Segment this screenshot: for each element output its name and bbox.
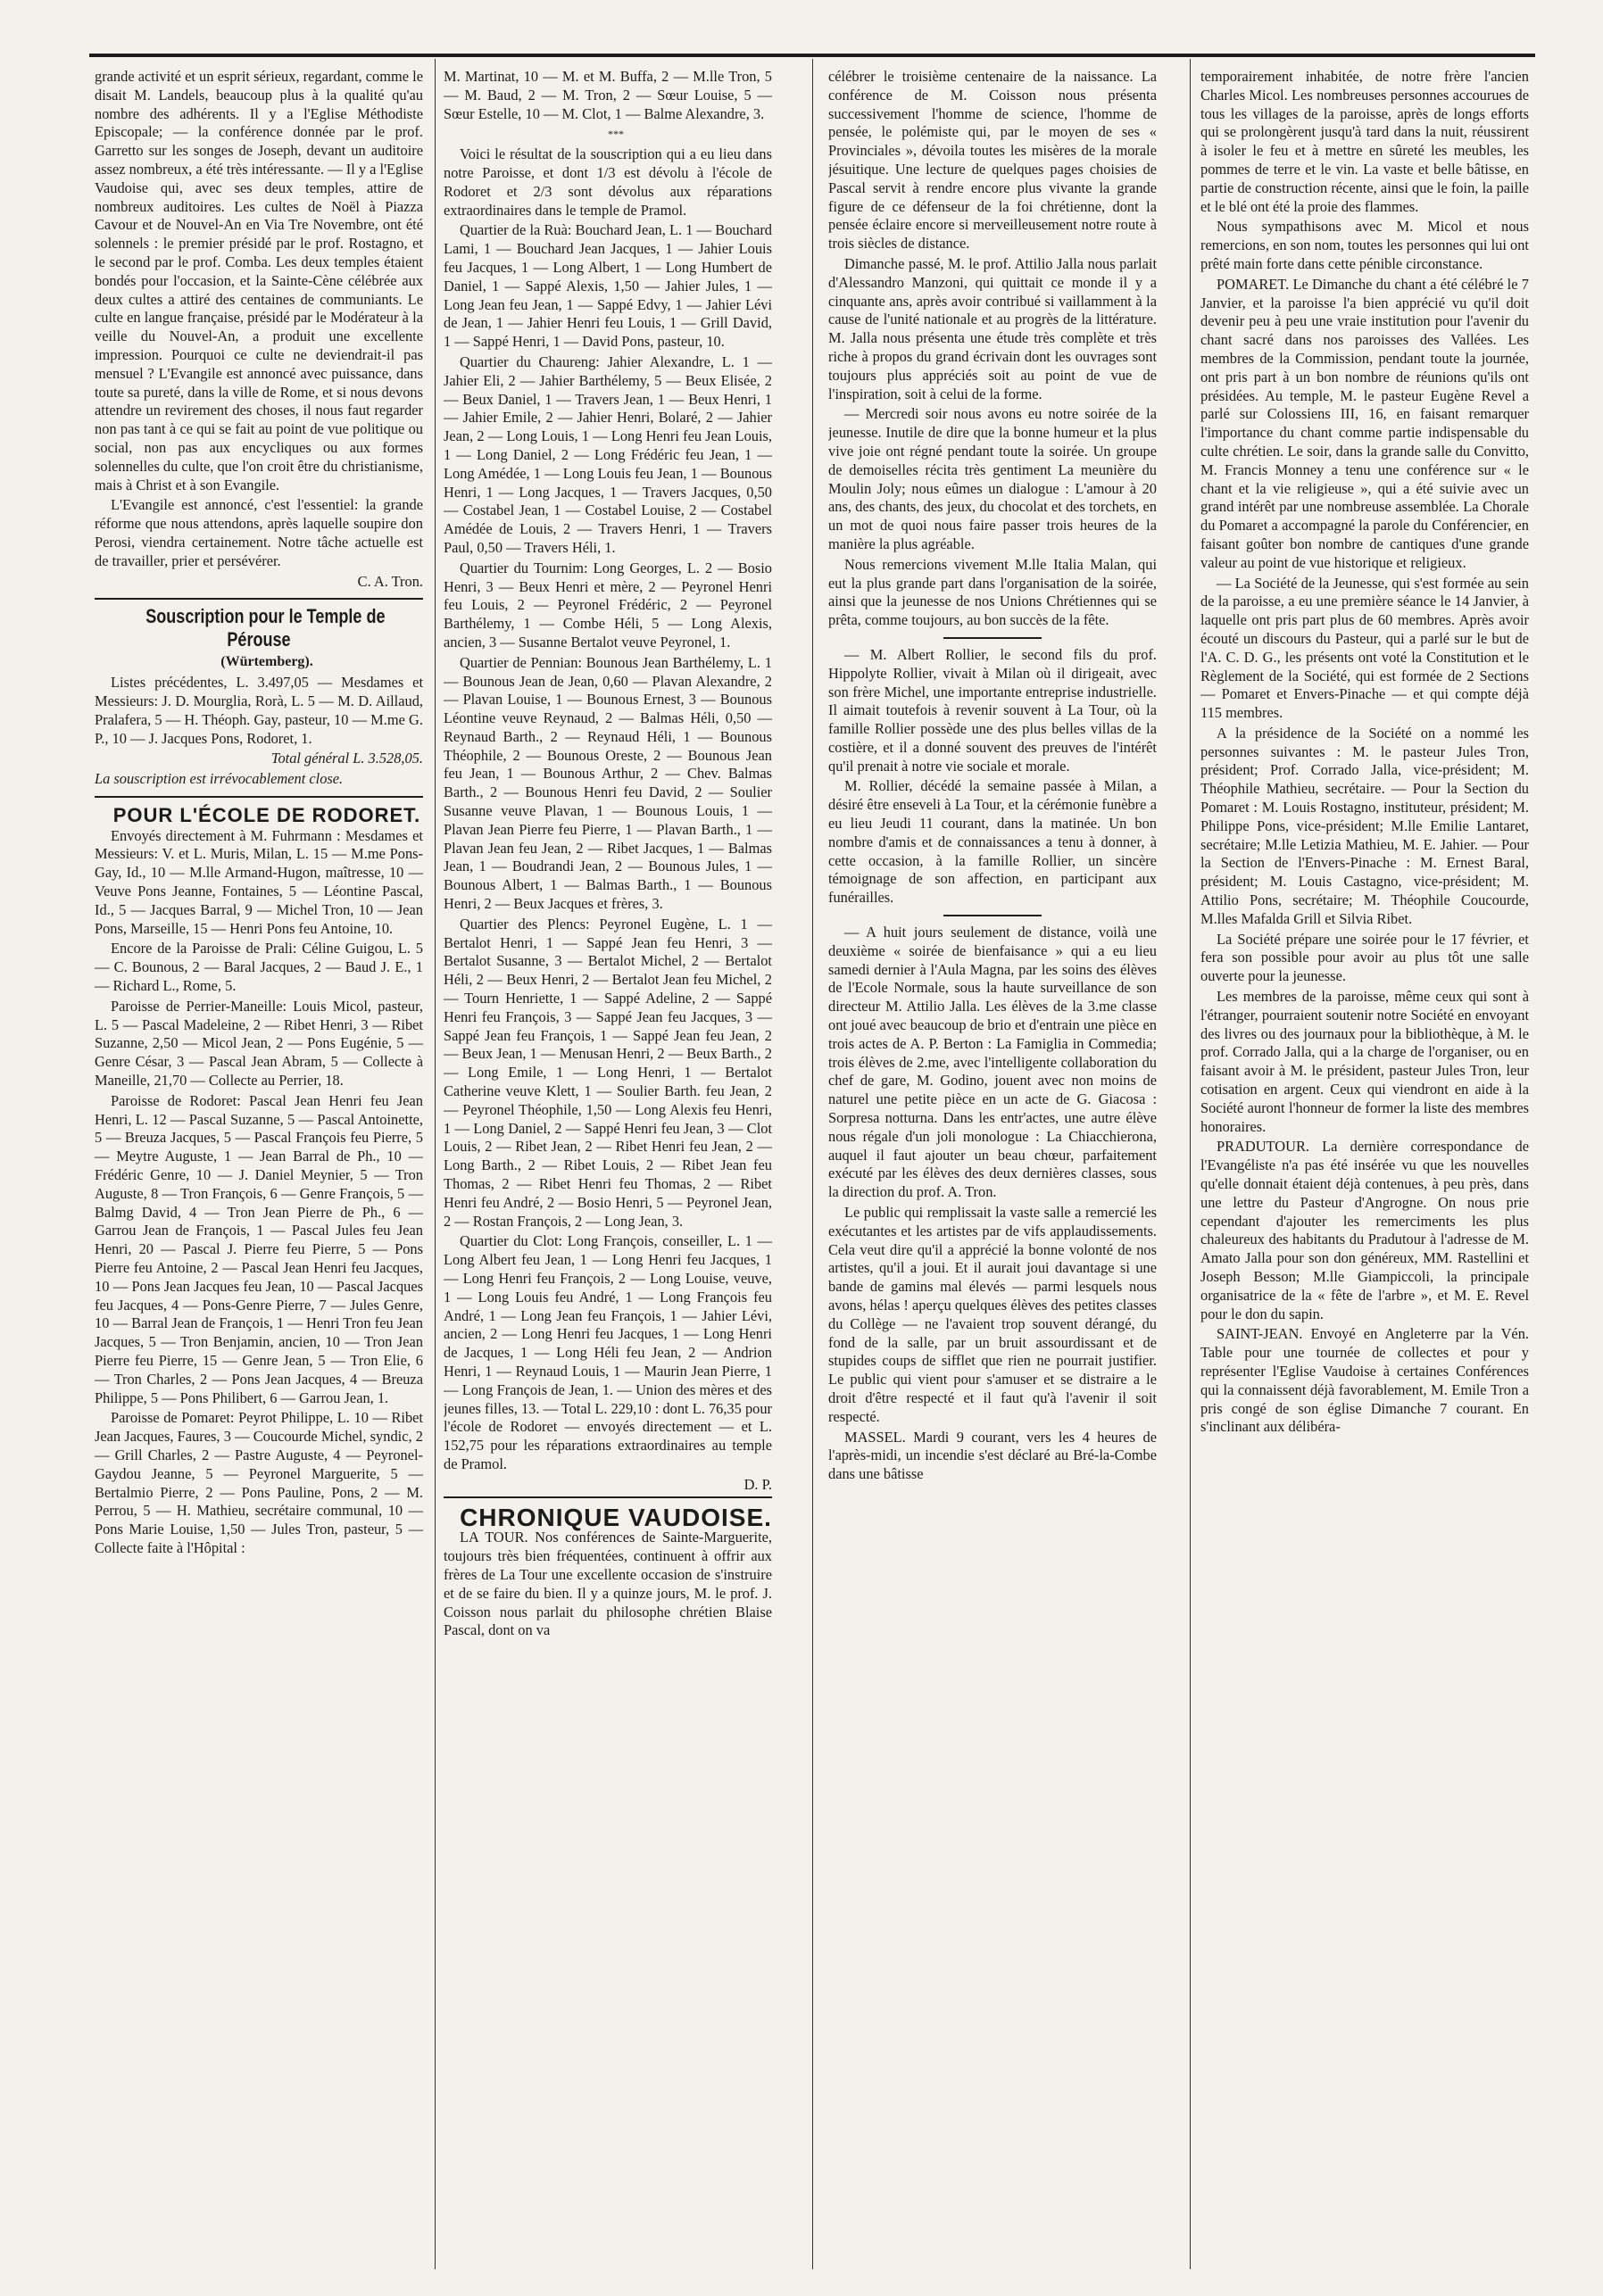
short-divider [943, 915, 1042, 916]
chronicle-paragraph: — M. Albert Rollier, le second fils du prof. Hippolyte Rollier, vivait à Milan où il dirigeait, avec son frère Michel, une importante entreprise industrielle. Il aimait toutefois à revenir souvent à La Tour, où la famille Rollier possède une des plus belles villas de la costière, et il a donné souvent des preuves de l'intérêt qu'il prenait à notre vie sociale et morale. [828, 645, 1157, 775]
chronicle-paragraph: PRADUTOUR. La dernière correspondance de l'Evangéliste n'a pas été insérée vu que les nouvelles qu'elle donnait étaient déjà contenues, à peu près, dans une lettre du Pasteur d'Angrogne. On nous prie cependant d'ajouter les remerciments les plus chaleureux des habitants du Pradutour à l'adresse de M. Amato Jalla pour son don généreux, MM. Rastellini et Joseph Besson; M.lle Giampiccoli, la principale organisatrice de la « fête de l'arbre », et M. E. Revel pour le don du sapin. [1200, 1138, 1529, 1322]
section-heading: POUR L'ÉCOLE DE RODORET. [112, 803, 421, 826]
section-subheading: (Würtemberg). [220, 654, 313, 670]
donation-list: Quartier du Clot: Long François, conseiller, L. 1 — Long Albert feu Jean, 1 — Long Henri feu Jacques, 1 — Long Henri feu François, 2 — Long Louise, veuve, 1 — Long Louis feu André, 1 — Long François feu André, 1 — Long Jean feu François, 1 — Jahier Lévi, ancien, 2 — Long Henri feu Jacques, 1 — Long Henri de Jacques, 1 — Long Héli feu Jean, 2 — Andrion Henri, 1 — Reynaud Louis, 1 — Maurin Jean Pierre, 1 — Long François de Jean, 1. — Union des mères et des jeunes filles, 13. — Total L. 229,10 : dont L. 76,35 pour l'école de Rodoret — envoyés directement — et L. 152,75 pour les réparations extraordinaires au temple de Pramol. [444, 1232, 772, 1472]
section-heading: Souscription pour le Temple de Pérouse [145, 605, 386, 651]
column-4 [1200, 68, 1529, 2262]
column-divider [435, 59, 436, 2269]
donation-list: Quartier du Chaureng: Jahier Alexandre, L. 1 — Jahier Eli, 2 — Jahier Barthélemy, 5 — Beux Elisée, 2 — Beux Daniel, 1 — Travers Jean, 1 — Beux Henri, 1 — Jahier Emile, 2 — Jahier Henri, Bolaré, 2 — Jahier Jean, 2 — Long Louis, 1 — Long Henri feu Jean Louis, 1 — Long Daniel, 2 — Long Frédéric feu Jean, 1 — Long Amédée, 1 — Long Louis feu Jean, 1 — Bounous Henri, 1 — Long Jacques, 1 — Travers Jacques, 0,50 — Costabel Jean, 1 — Costabel Louise, 2 — Costabel Amédée de Louis, 2 — Travers Henri, 1 — Travers Paul, 0,50 — Travers Héli, 1. [444, 352, 772, 556]
subscription-intro: Voici le résultat de la souscription qui a eu lieu dans notre Paroisse, et dont 1/3 est dévolu à l'école de Rodoret et 2/3 sont dévolus aux réparations extraordinaires dans le temple de Pramol. [444, 145, 772, 219]
subscription-list: Listes précédentes, L. 3.497,05 — Mesdames et Messieurs: J. D. Mourglia, Rorà, L. 5 — M. D. Aillaud, Pralafera, 5 — H. Théoph. Gay, pasteur, 10 — M.me G. P., 10 — J. Jacques Pons, Rodoret, 1. [95, 674, 423, 747]
rome-article-paragraph: grande activité et un esprit sérieux, regardant, comme le disait M. Landels, beaucoup plus à la qualité qu'au nombre des adhérents. Il y a l'Eglise Méthodiste Episcopale; — la conférence donnée par le prof. Garretto sur les songes de Joseph, devant un auditoire assez nombreux, a été très intéressante. — Il y a l'Eglise Vaudoise qui, avec ses deux temples, attire de nombreux auditoires. Les cultes de Noël à Piazza Cavour et de Nouvel-An en Via Tre Novembre, ont été solennels : le premier présidé par le prof. Rostagno, et le second par le prof. Comba. Les deux temples étaient bondés pour l'occasion, et la Sainte-Cène célébrée aux deux cultes a attiré des centaines de communiants. Le culte en langue française, présidé par le Modérateur à la veille du Nouvel-An, a produit une excellente impression. Pourquoi ce culte ne deviendrait-il pas mensuel ? L'Evangile est annoncé avec puissance, dans toute sa pureté, dans la ville de Rome, et si nous devons attendre un revirement des choses, il nous faut regarder non pas tant à ce qui se fait au point de vue politique ou social, non pas aux encycliques ou aux formes solennelles du culte, que l'on croit être du christianisme, mais à Christ et à son Evangile. [95, 68, 423, 493]
chronicle-paragraph: Les membres de la paroisse, même ceux qui sont à l'étranger, pourraient soutenir notre Société en envoyant des livres ou des journaux pour la bibliothèque, à M. le prof. Corrado Jalla, qui a la charge de l'organiser, ou en faisant avoir à M. le président, pasteur Jules Tron, leur cotisation en argent. Ceux qui viendront en aide à la Société auront l'honneur de former la liste des membres honoraires. [1200, 988, 1529, 1135]
donation-list: Quartier du Tournim: Long Georges, L. 2 — Bosio Henri, 3 — Beux Henri et mère, 2 — Peyronel Henri feu Louis, 2 — Peyronel Frédéric, 2 — Peyronel Barthélemy, 1 — Combe Héli, 5 — Long Alexis, ancien, 3 — Susanne Bertalot veuve Peyronel, 1. [444, 559, 772, 651]
article-signature: D. P. [743, 1475, 772, 1493]
column-divider [1190, 59, 1191, 2269]
subscription-total: Total général L. 3.528,05. [270, 750, 423, 767]
column-1 [95, 68, 423, 2262]
short-divider [943, 637, 1042, 639]
chronicle-paragraph: LA TOUR. Nos conférences de Sainte-Marguerite, toujours très bien fréquentées, continuent à offrir aux frères de La Tour une excellente occasion de s'instruire et de se faire du bien. Il y a quinze jours, M. le prof. J. Coisson nous parlait du philosophe chrétien Blaise Pascal, dont on va [444, 1529, 772, 1639]
section-heading: CHRONIQUE VAUDOISE. [444, 1496, 772, 1528]
donation-list: Quartier de Pennian: Bounous Jean Barthélemy, L. 1 — Bounous Jean de Jean, 0,60 — Plavan Alexandre, 2 — Plavan Louise, 1 — Bounous Ernest, 3 — Bounous Léontine veuve Reynaud, 2 — Balmas Héli, 0,50 — Reynaud Barth., 2 — Reynaud Héli, 1 — Bounous Théophile, 2 — Bounous Oreste, 2 — Bounous Jean feu Jean, 1 — Bounous Arthur, 2 — Chev. Balmas Barth., 2 — Bounous Henri feu David, 2 — Soulier Susanne veuve Plavan, 1 — Bounous Louis, 1 — Plavan Jean Pierre feu Pierre, 1 — Plavan Barth., 1 — Plavan Jean feu Jean, 2 — Ribet Jacques, 1 — Balmas Jean, 1 — Boudrandi Jean, 2 — Bounous Jules, 1 — Bounous Albert, 1 — Balmas Barth., 1 — Bounous Henri, 2 — Beux Jacques et frères, 3. [444, 653, 772, 913]
chronicle-paragraph: MASSEL. Mardi 9 courant, vers les 4 heures de l'après-midi, un incendie s'est déclaré au Bré-la-Combe dans une bâtisse [828, 1428, 1157, 1483]
chronicle-paragraph: SAINT-JEAN. Envoyé en Angleterre par la Vén. Table pour une tournée de collectes et pour y représenter l'Eglise Vaudoise à certaines Conférences qui la connaissent déjà favorablement, M. Emile Tron a pris congé de son église Dimanche 7 courant. En s'inclinant aux délibéra- [1200, 1325, 1529, 1436]
chronicle-paragraph: célébrer le troisième centenaire de la naissance. La conférence de M. Coisson nous présenta successivement l'homme de science, l'homme de pensée, le polémiste qui, par le moyen de ses « Provinciales », dévoila toutes les misères de la morale jésuitique. Une lecture de quelques pages choisies de Pascal servit à rendre encore plus vivante la grande figure de ce défenseur de la foi chrétienne, dont la pensée éclaire encore si merveilleusement notre route à trois siècles de distance. [828, 68, 1157, 253]
donation-list: Paroisse de Pomaret: Peyrot Philippe, L. 10 — Ribet Jean Jacques, Faures, 3 — Coucourde Michel, syndic, 2 — Grill Charles, 2 — Pastre Auguste, 4 — Peyronel-Gaydou Jeanne, 5 — Peyronel Marguerite, 5 — Bertalmio Pierre, 2 — Pons Pauline, Pons, 2 — M. Perrou, 5 — H. Mathieu, secrétaire communal, 10 — Pons Marie Louise, 1,50 — Jules Tron, pasteur, 5 — Collecte faite à l'Hôpital : [95, 1409, 423, 1556]
donation-list: Quartier des Plencs: Peyronel Eugène, L. 1 — Bertalot Henri, 1 — Sappé Jean feu Henri, 3 — Bertalot Susanne, 3 — Bertalot Michel, 2 — Bertalot Héli, 2 — Beux Henri, 2 — Bertalot Jean feu Michel, 2 — Tourn Henriette, 1 — Sappé Adeline, 2 — Sappé Henri feu François, 3 — Sappé Jean feu Jacques, 3 — Sappé Jean feu François, 1 — Sappé Jean feu Jean, 2 — Beux Jean, 1 — Menusan Henri, 2 — Beux Barth., 2 — Long Emile, 1 — Long Henri, 1 — Bertalot Catherine veuve Klett, 1 — Soulier Barth. feu Jean, 2 — Peyronel Théophile, 1,50 — Long Alexis feu Henri, 1 — Long Daniel, 2 — Sappé Henri feu Jean, 3 — Clot Louis, 2 — Ribet Jean, 2 — Ribet Henri feu Jean, 2 — Long Barth., 2 — Ribet Louis, 2 — Ribet Jean feu Thomas, 2 — Ribet Henri feu Thomas, 2 — Ribet Henri feu André, 2 — Bosio Henri, 5 — Peyronel Jean, 2 — Rostan François, 2 — Long Jean, 3. [444, 915, 772, 1230]
donation-list: Quartier de la Ruà: Bouchard Jean, L. 1 — Bouchard Lami, 1 — Bouchard Jean Jacques, 1 — Jahier Louis feu Jacques, 1 — Long Albert, 1 — Long Humbert de Daniel, 1 — Sappé Alexis, 1,50 — Jahier Jules, 1 — Long Jean feu Jean, 1 — Sappé Edvy, 1 — Jahier Lévi de Jean, 1 — Jahier Henri feu Louis, 1 — Grill David, 1 — Sappé Henri, 1 — David Pons, pasteur, 10. [444, 221, 772, 351]
column-2 [444, 68, 772, 2262]
chronicle-paragraph: temporairement inhabitée, de notre frère l'ancien Charles Micol. Les nombreuses personnes accourues de tous les villages de la paroisse, après de longs efforts qui se prolongèrent jusqu'à tard dans la nuit, réussirent à isoler le feu et à mettre en sûreté les meubles, les pommes de terre et le vin. La vaste et belle bâtisse, en partie de construction récente, ainsi que le foin, la paille et le blé ont été la proie des flammes. [1200, 68, 1529, 215]
chronicle-paragraph: Dimanche passé, M. le prof. Attilio Jalla nous parlait d'Alessandro Manzoni, qui quittait ce monde il y a cinquante ans, après avoir contribué si vaillamment à la cause de l'unité nationale et au progrès de la littérature. M. Jalla nous présenta une étude très complète et très riche à propos du grand écrivain dont les ouvrages sont toujours plus appréciés soit au point de vue de l'inspiration, soit à celui de la forme. [828, 254, 1157, 402]
column-3 [828, 68, 1157, 2262]
donation-list: Paroisse de Rodoret: Pascal Jean Henri feu Jean Henri, L. 12 — Pascal Suzanne, 5 — Pascal Antoinette, 5 — Breuza Jacques, 5 — Pascal François feu Pierre, 5 — Meytre Auguste, 1 — Jean Barral de Ph., 10 — Frédéric Genre, 10 — J. Daniel Meynier, 5 — Tron Auguste, 8 — Tron François, 6 — Genre François, 5 — Balmg David, 4 — Tron Jean Pierre de Ph., 6 — Garrou Jean de François, 1 — Pascal Jules feu Jean Henri, 20 — Pascal J. Pierre feu Pierre, 5 — Pons Pierre feu Antoine, 2 — Pascal Jean Henri feu Jacques, 10 — Pons Jean Jacques feu Jean, 10 — Pascal Jacques feu Jacques, 4 — Pons-Genre Pierre, 7 — Jules Genre, 10 — Barral Jean de François, 1 — Henri Tron feu Jean Jacques, 5 — Tron Benjamin, ancien, 10 — Tron Jean Pierre feu Pierre, 15 — Genre Jean, 5 — Tron Elie, 6 — Tron Charles, 2 — Pons Jean Jacques, 4 — Breuza Philippe, 5 — Pons Philibert, 6 — Garrou Jean, 1. [95, 1091, 423, 1406]
subscription-closed-note: La souscription est irrévocablement close. [95, 770, 344, 788]
rome-article-paragraph: L'Evangile est annoncé, c'est l'essentiel: la grande réforme que nous attendons, après laquelle soupire don Perosi, viendra certainement. Notre tâche actuelle est de travailler, prier et persévérer. [95, 496, 423, 569]
chronicle-paragraph: — A huit jours seulement de distance, voilà une deuxième « soirée de bienfaisance » qui a eu lieu samedi dernier à l'Aula Magna, par les soins des élèves de l'Ecole Normale, sous la haute surveillance de son directeur M. Attilio Jalla. Les élèves de la 3.me classe ont joué avec beaucoup de brio et d'entrain une pièce en trois actes de A. P. Berton : La Famiglia in Commedia; trois élèves de 2.me, avec l'intelligente collaboration du chef de gare, M. Godino, jouent avec non moins de naturel une petite pièce en un acte de G. Giacosa : Sorpresa notturna. Dans les entr'actes, une autre élève nous régale d'un joli monologue : La Chiacchierona, auquel il faut ajouter un beau chœur, parfaitement exécuté par les élèves des deux dernières classes, sous la direction du prof. A. Tron. [828, 924, 1157, 1201]
donation-list: M. Martinat, 10 — M. et M. Buffa, 2 — M.lle Tron, 5 — M. Baud, 2 — M. Tron, 2 — Sœur Louise, 5 — Sœur Estelle, 10 — M. Clot, 1 — Balme Alexandre, 3. [444, 68, 772, 122]
donation-list: Paroisse de Perrier-Maneille: Louis Micol, pasteur, L. 5 — Pascal Madeleine, 2 — Ribet Henri, 3 — Ribet Suzanne, 2,50 — Micol Jean, 2 — Pons Eugénie, 5 — Genre César, 3 — Pascal Jean Abram, 5 — Collecte à Maneille, 21,70 — Collecte au Perrier, 18. [95, 997, 423, 1090]
donation-list: Envoyés directement à M. Fuhrmann : Mesdames et Messieurs: V. et L. Muris, Milan, L. 15 — M.me Pons-Gay, Id., 10 — M.lle Armand-Hugon, maîtresse, 10 — Veuve Pons Jeanne, Fontaines, 5 — Léontine Pascal, Id., 5 — Jacques Barral, 9 — Michel Tron, 10 — Jean Pons, Marseille, 15 — Henri Pons feu Antoine, 10. [95, 826, 423, 937]
chronicle-paragraph: POMARET. Le Dimanche du chant a été célébré le 7 Janvier, et la paroisse l'a bien apprécié vu qu'il doit devenir peu à peu une vraie institution pour l'avenir du chant sacré dans nos paroisses des Vallées. Les membres de la Commission, pendant toute la journée, ont pris part à un bon nombre de réunions qu'ils ont présidées. Au temple, M. le pasteur Eugène Revel a parlé sur Colossiens III, 16, en faisant remarquer l'importance du chant comme partie indispensable du culte chrétien. Le soir, dans la grande salle du Convitto, M. Francis Monney a tenu une conférence sur « le chant et la vie religieuse », qui a été suivie avec un grand intérêt par une nombreuse assemblée. La Chorale du Pomaret a accompagné la parole du Conférencier, en faisant goûter bon nombre de cantiques d'une grande valeur au point de vue historique et religieux. [1200, 275, 1529, 571]
chronicle-paragraph: La Société prépare une soirée pour le 17 février, et fera son possible pour avoir au plus tôt une salle ouverte pour la jeunesse. [1200, 930, 1529, 985]
chronicle-paragraph: Nous sympathisons avec M. Micol et nous remercions, en son nom, toutes les personnes qui lui ont prêté main forte dans cette pénible circonstance. [1200, 218, 1529, 272]
chronicle-paragraph: Le public qui remplissait la vaste salle a remercié les exécutantes et les artistes par de vifs applaudissements. Cela veut dire qu'il a apprécié la bonne volonté de nos artistes, qu'il a joui. Et il aurait joui davantage si une bande de gamins mal élevés — parmi lesquels nous avons, hélas ! aperçu quelques élèves des petites classes du Collège — ne l'avaient trop souvent dérangé, du fond de la salle, par un bruit assourdissant et de stupides coups de sifflet que rien ne pourrait justifier. Le public qui vient pour s'amuser et se distraire a le droit d'être respecté et il faut qu'à l'avenir il soit respecté. [828, 1204, 1157, 1425]
column-divider [812, 59, 813, 2269]
chronicle-paragraph: M. Rollier, décédé la semaine passée à Milan, a désiré être enseveli à La Tour, et la cérémonie funèbre a eu lieu Jeudi 11 courant, dans la matinée. Un bon nombre d'amis et de connaissances a tenu à donner, à cette occasion, à la famille Rollier, un sincère témoignage de son affection, en participant aux funérailles. [828, 777, 1157, 907]
article-signature: C. A. Tron. [357, 572, 423, 590]
chronicle-paragraph: — Mercredi soir nous avons eu notre soirée de la jeunesse. Inutile de dire que la bonne humeur et la plus vive joie ont régné pendant toute la soirée. Un groupe de demoiselles récita très gentiment La meunière du Moulin Joly; nous eûmes un dialogue : L'amour à 20 ans, des chants, des jeux, du chocolat et des torchets, en un mot de quoi nous faire passer trois heures de la manière la plus agréable. [828, 405, 1157, 552]
chronicle-paragraph: — La Société de la Jeunesse, qui s'est formée au sein de la paroisse, a eu une première séance le 14 Janvier, à laquelle ont pris part plus de 60 membres. Après avoir écouté un discours du Pasteur, qui a parlé sur le but de l'A. C. D. G., les présents ont voté la Constitution et le Règlement de la Société, qui est formée de 2 Sections — Pomaret et Envers-Pinache — et qui compte déjà 115 membres. [1200, 574, 1529, 722]
top-rule [89, 54, 1535, 57]
separator-stars: *** [608, 128, 624, 141]
chronicle-paragraph: Nous remercions vivement M.lle Italia Malan, qui eut la plus grande part dans l'organisation de la soirée, ainsi que la jeunesse de nos Unions Chrétiennes qui se prêta, comme toujours, au bon succès de la fête. [828, 555, 1157, 629]
peyrouse-subscription-box [95, 598, 423, 798]
donation-list: Encore de la Paroisse de Prali: Céline Guigou, L. 5 — C. Bounous, 2 — Baral Jacques, 2 — Baud J. E., 1 — Richard L., Rome, 5. [95, 940, 423, 995]
chronicle-paragraph: A la présidence de la Société on a nommé les personnes suivantes : M. le pasteur Jules Tron, président; Prof. Corrado Jalla, vice-président; M. Théophile Mathieu, secrétaire. — Pour la Section du Pomaret : M. Louis Rostagno, instituteur, président; M. Philippe Pons, vice-président; M.lle Emilie Lantaret, secrétaire; M.lle Letizia Mathieu, M. E. Jahier. — Pour la Section de l'Envers-Pinache : M. Ernest Baral, président; M. Louis Castagno, vice-président; M. Attilio Pons, secrétaire; M. Théophile Coucourde, M.lles Mafalda Grill et Silvia Ribet. [1200, 724, 1529, 927]
